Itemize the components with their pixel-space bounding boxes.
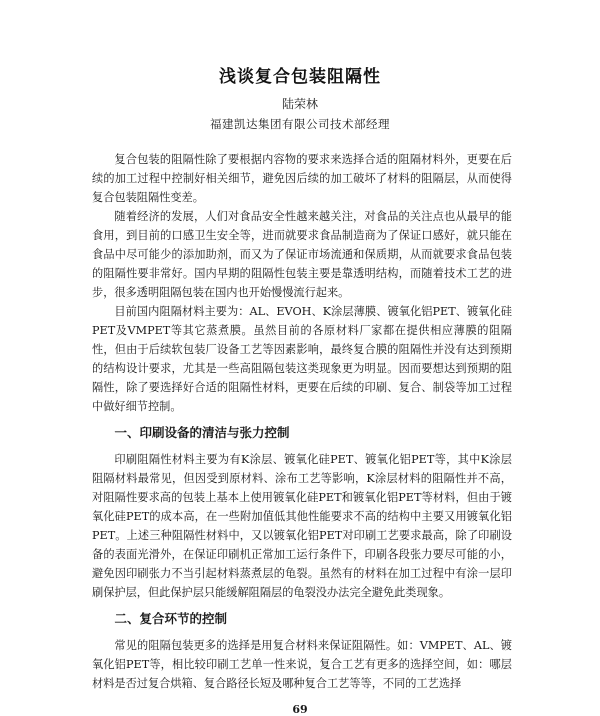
paragraph-printing: 印刷阻隔性材料主要为有K涂层、镀氧化硅PET、镀氧化铝PET等，其中K涂层阻隔材料最常见，但因受到原材料、涂布工艺等影响，K涂层材料的阻隔性并不高，对阻隔性要求高的包装上基本上使用镀氧化硅PET和镀氧化铝PET等材料，但由于镀氧化硅PET的成本高，在一些附加值低其他性能要求不高的结构中主要又用镀氧化铝PET。上述三种阻隔性材料中，又以镀氧化铝PET对印刷工艺要求最高，除了印刷设备的表面光滑外，在保证印刷机正常加工运行条件下，印刷各段张力要尽可能的小，避免因印刷张力不当引起材料蒸煮层的龟裂。虽然有的材料在加工过程中有涂一层印刷保护层，但此保护层只能缓解阻隔层的龟裂没办法完全避免此类现象。 (92, 453, 512, 599)
author-affiliation: 福建凯达集团有限公司技术部经理 (210, 117, 390, 131)
paragraph-intro: 复合包装的阻隔性除了要根据内容物的要求来选择合适的阻隔材料外，更要在后续的加工过程中控制好相关细节，避免因后续的加工破坏了材料的阻隔层，从而使得复合包装阻隔性变差。 (92, 153, 512, 204)
section-heading-laminating: 二、复合环节的控制 (114, 611, 228, 626)
paragraph-background: 随着经济的发展，人们对食品安全性越来越关注，对食品的关注点也从最早的能食用，到目前的口感卫生安全等，进而就要求食品制造商为了保证口感好，就只能在食品中尽可能少的添加助剂，而又为了保证市场流通和保质期，从而就要求食品包装的阻隔性要非常好。国内早期的阻隔性包装主要是靠透明结构，而随着技术工艺的进步，很多透明阻隔包装在国内也开始慢慢流行起来。 (92, 210, 512, 299)
section-heading-printing: 一、印刷设备的清洁与张力控制 (114, 425, 290, 440)
page-number: 69 (292, 703, 308, 716)
article-title: 浅谈复合包装阻隔性 (219, 67, 381, 87)
article-body (92, 150, 512, 693)
paragraph-materials: 目前国内阻隔材料主要为：AL、EVOH、K涂层薄膜、镀氧化铝PET、镀氧化硅PET及VMPET等其它蒸煮膜。虽然目前的各原材料厂家都在提供相应薄膜的阻隔性，但由于后续软包装厂设备工艺等因素影响，最终复合膜的阻隔性并没有达到预期的结构设计要求，尤其是一些高阻隔包装这类现象更为明显。因而要想达到预期的阻隔性，除了要选择好合适的阻隔性材料，更要在后续的印刷、复合、制袋等加工过程中做好细节控制。 (92, 305, 512, 413)
paragraph-laminating: 常见的阻隔包装更多的选择是用复合材料来保证阻隔性。如：VMPET、AL、镀氧化铝PET等，相比较印刷工艺单一性来说，复合工艺有更多的选择空间，如：哪层材料是否过复合烘箱、复合路径长短及哪种复合工艺等等，不同的工艺选择 (92, 639, 512, 690)
article-author: 陆荣林 (281, 97, 318, 111)
